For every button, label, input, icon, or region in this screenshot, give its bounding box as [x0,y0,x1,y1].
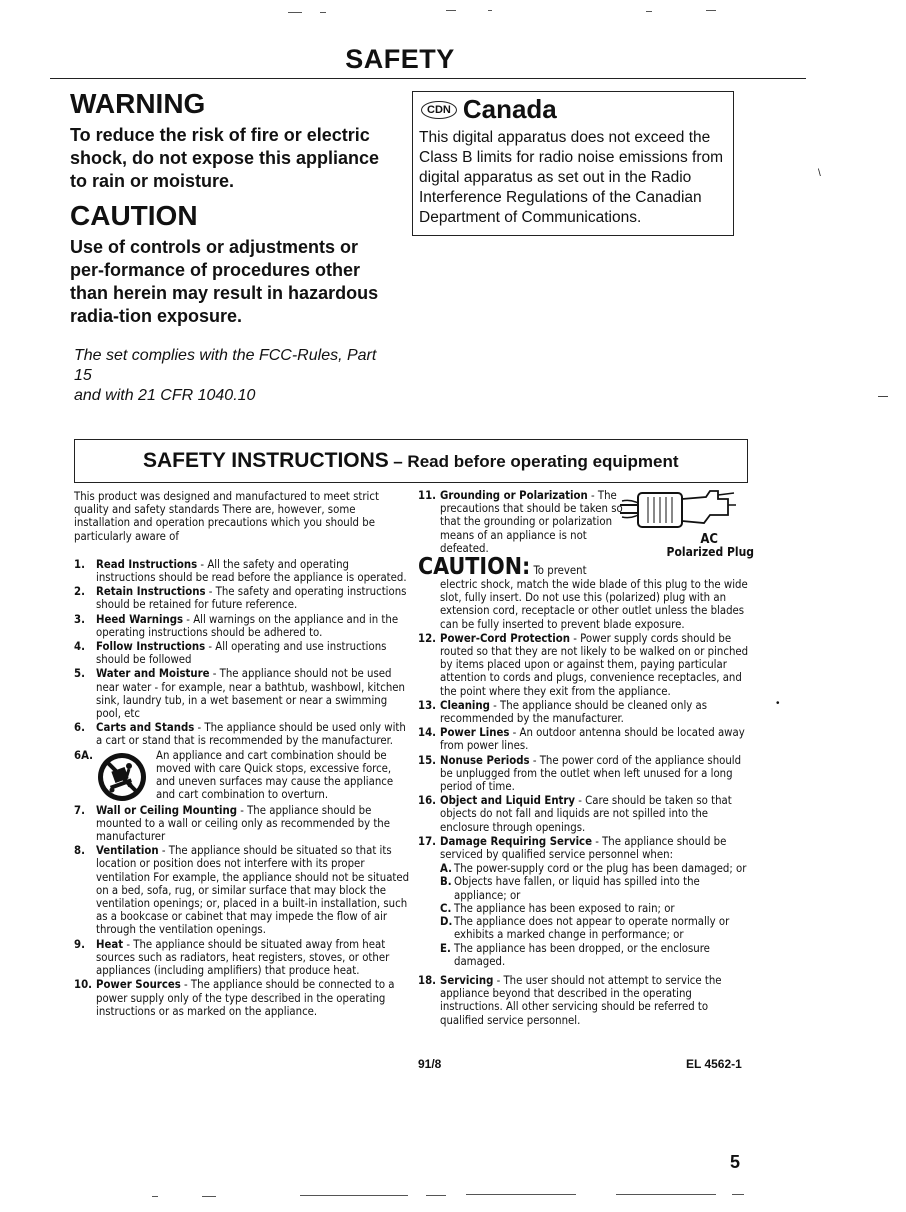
title-rule [50,78,806,79]
item-number: 9. [74,937,85,951]
item-number: 2. [74,585,85,599]
item-title: Damage Requiring Service [440,834,592,848]
instruction-item-13 [418,699,754,725]
item-title: Heat [96,937,124,951]
condition-text: The appliance does not appear to operate normally or exhibits a marked change in performance; or [454,915,730,942]
damage-conditions-list [418,862,754,968]
item-text: An appliance and cart combination should be moved with care Quick stops, excessive force, and uneven surfaces may cause the appliance and cart combination to overturn. [156,748,394,802]
item-text: - The appliance should be used only with a cart or stand that is recommended by the manufacturer. [96,721,406,748]
damage-condition [440,915,754,941]
condition-letter: E. [440,941,451,955]
item-number: 11. [418,489,437,502]
item-number: 12. [418,631,437,645]
page-title: SAFETY [345,44,455,74]
safety-instructions-title: SAFETY INSTRUCTIONS [143,449,389,472]
item-text: - An outdoor antenna should be located away from power lines. [440,726,745,753]
item-number: 13. [418,698,437,712]
item-text: - The precautions that should be taken so that the grounding or polarization means of an appliance is not defeated. [440,489,623,555]
instruction-item-2 [74,585,410,611]
condition-letter: B. [440,875,452,889]
item-text: - All the safety and operating instructions should be read before the appliance is operated. [96,557,407,585]
footer-code-left: 91/8 [418,1057,442,1071]
safety-instructions-banner [74,439,748,483]
item-text: - The appliance should be cleaned only as recommended by the manufacturer. [440,698,708,726]
condition-text: The appliance has been exposed to rain; or [454,901,675,915]
canada-notice-box [412,91,734,236]
instruction-item-4 [74,640,410,666]
cdn-badge-icon: CDN [421,101,457,119]
item-text: - The power cord of the appliance should be unplugged from the outlet when left unused for a long period of time. [440,753,742,794]
instruction-item-6 [74,721,410,747]
warning-heading: WARNING [70,88,206,119]
item-text: - Power supply cords should be routed so that they are not likely to be walked on or pinched by items placed upon or against them, paying particular attention to cords and plugs, convenience receptacles, and the point where they exit from the appliance. [440,631,749,698]
item-text: - The appliance should be connected to a power supply only of the type described in the operating instructions or as marked on the appliance. [96,978,395,1018]
item-text: - The appliance should be situated so that its location or position does not interfere with its proper ventilation For example, the appliance should not be situated on a bed, sofa, rug, or similar surface that may block the ventilation openings; or, placed in a built-in installation, such as a bookcase or cabinet that may impede the flow of air through the ventilation openings. [96,844,410,937]
item-number: 6. [74,721,85,735]
item-number: 8. [74,844,85,858]
damage-condition [440,875,754,901]
item-number: 16. [418,794,437,808]
caution-text: Use of controls or adjustments or per-formance of procedures other than herein may result in hazardous radia-tion exposure. [70,237,379,326]
item-title: Object and Liquid Entry [440,794,576,808]
instruction-item-5 [74,667,410,720]
item-number: 4. [74,640,85,654]
item-text: - The appliance should be mounted to a wall or ceiling only as recommended by the manufacturer [96,803,391,844]
polarized-plug-icon [618,485,738,535]
page-number: 5 [730,1152,741,1172]
margin-mark: \ [818,168,821,179]
instruction-item-8 [74,844,410,936]
caution-heading: CAUTION [70,200,198,231]
item-text: - All warnings on the appliance and in the operating instructions should be adhered to. [96,612,399,639]
plug-label-polarized: Polarized Plug [666,545,754,559]
item-text: - All operating and use instructions should be followed [96,640,387,667]
canada-heading [421,94,557,125]
item-title: Heed Warnings [96,612,184,626]
item-text: - The appliance should be serviced by qualified service personnel when: [440,834,727,862]
cart-tipover-warning-icon [96,751,148,803]
item-title: Water and Moisture [96,667,210,681]
instruction-item-7 [74,804,410,844]
instruction-item-18 [418,974,754,1027]
instruction-item-9 [74,938,410,978]
margin-dot: • [776,698,780,709]
instruction-item-15 [418,754,754,794]
item-number: 17. [418,834,437,848]
instruction-item-10 [74,978,410,1018]
instruction-item-14 [418,726,754,752]
item-title: Read Instructions [96,557,198,571]
instruction-item-3 [74,613,410,639]
canada-heading-text: Canada [462,94,557,124]
item-number: 15. [418,753,437,767]
item-title: Servicing [440,973,494,987]
item-title: Wall or Ceiling Mounting [96,803,237,817]
item-title: Grounding or Polarization [440,489,588,502]
condition-text: The power-supply cord or the plug has been damaged; or [454,862,747,876]
instruction-item-6a [74,749,410,803]
item-title: Cleaning [440,698,490,712]
damage-condition [440,862,754,875]
item-title: Ventilation [96,844,159,858]
instruction-item-1 [74,558,410,584]
caution-word: CAUTION: [418,554,531,581]
margin-dash [878,396,888,397]
item-text: - The safety and operating instructions should be retained for future reference. [96,585,407,612]
item-title: Nonuse Periods [440,753,530,767]
plug-label-ac: AC [700,532,718,547]
item-number: 18. [418,973,437,987]
condition-text: Objects have fallen, or liquid has spilled into the appliance; or [454,875,700,902]
item-text: - Care should be taken so that objects do not fall and liquids are not spilled into the enclosure through openings. [440,794,732,834]
instruction-list [74,804,410,1018]
item-number: 6A. [74,748,94,762]
instruction-item-11 [418,489,754,559]
condition-letter: A. [440,862,452,876]
fcc-line-2: and with 21 CFR 1040.10 [74,387,256,404]
warning-text: To reduce the risk of fire or electric shock, do not expose this appliance to rain or moisture. [70,125,380,191]
item-title: Retain Instructions [96,585,206,599]
fcc-line-1: The set complies with the FCC-Rules, Part 15 [74,347,377,384]
item-text: - The user should not attempt to service the appliance beyond that described in the operating instructions. All other servicing should be referred to qualified service personnel. [440,973,722,1027]
item-title: Power Sources [96,978,181,992]
item-number: 14. [418,726,437,740]
instruction-item-17 [418,835,754,861]
item-number: 10. [74,978,93,992]
item-number: 5. [74,667,85,681]
item-title: Carts and Stands [96,721,195,735]
item-title: Power-Cord Protection [440,631,570,645]
item-number: 3. [74,612,85,626]
instruction-list [418,632,754,861]
damage-condition [440,942,754,968]
instructions-left-column [74,490,410,1019]
item-title: Follow Instructions [96,640,206,654]
instructions-right-column [418,489,754,1028]
item-text: - The appliance should not be used near water - for example, near a bathtub, washbowl, kitchen sink, laundry tub, in a wet basement or near a swimming pool, etc [96,667,405,721]
plug-caution-text: electric shock, match the wide blade of this plug to the wide slot, fully insert. Do not use this (polarized) plug with an extension cord, receptacle or other outlet unless the blades can be fully inserted to prevent blade exposure. [440,578,748,631]
item-text: - The appliance should be situated away from heat sources such as radiators, heat registers, stoves, or other appliances (including amplifiers) that produce heat. [96,937,390,978]
fcc-compliance-text [74,346,394,406]
canada-text: This digital apparatus does not exceed the Class B limits for radio noise emissions from digital apparatus as set out in the Radio Interference Regulations of the Canadian Department of Communications. [419,129,724,226]
instruction-item-12 [418,632,754,698]
safety-instructions-subtitle: – Read before operating equipment [393,452,679,471]
condition-letter: C. [440,901,452,915]
item-number: 1. [74,557,85,571]
footer-code-right: EL 4562-1 [686,1057,742,1071]
instruction-list [74,558,410,748]
instruction-item-16 [418,794,754,834]
item-title: Power Lines [440,726,510,740]
damage-condition [440,902,754,915]
caution-lead: To prevent [530,564,587,578]
item-number: 7. [74,803,85,817]
condition-text: The appliance has been dropped, or the enclosure damaged. [454,941,710,968]
instructions-intro: This product was designed and manufactured to meet strict quality and safety standards There are, however, some installation and operation precautions which you should be particularly aware of [74,490,379,543]
condition-letter: D. [440,915,453,929]
